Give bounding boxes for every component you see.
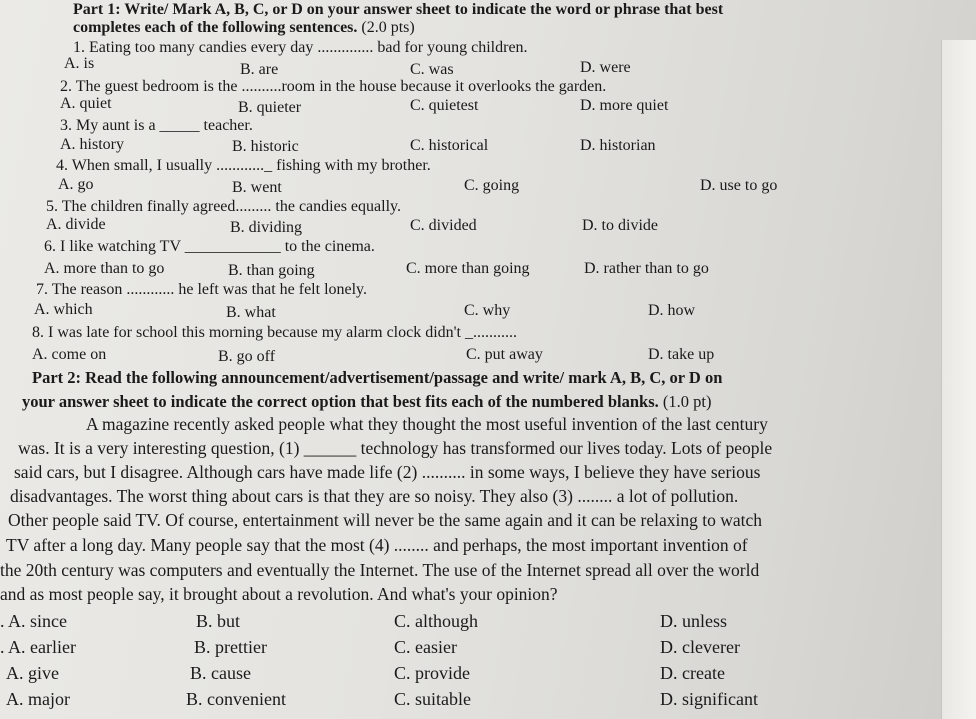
- question-2-option-c: C. quietest: [410, 97, 479, 114]
- blank-1-option-a: . A. since: [0, 611, 67, 631]
- blank-2-option-a: . A. earlier: [0, 637, 76, 657]
- question-7-option-a: A. which: [34, 301, 93, 318]
- question-1-option-d: D. were: [580, 59, 631, 76]
- blank-2-option-d: D. cleverer: [660, 637, 740, 657]
- blank-4-option-c: C. suitable: [394, 689, 471, 709]
- question-4-text: 4. When small, I usually ............_ fishing with my brother.: [56, 157, 431, 174]
- question-5-option-a: A. divide: [46, 216, 106, 233]
- blank-1-option-d: D. unless: [660, 611, 727, 631]
- question-2-text: 2. The guest bedroom is the ..........room in the house because it overlooks the garden.: [60, 78, 607, 95]
- question-8-option-a: A. come on: [32, 346, 107, 363]
- blank-2-option-c: C. easier: [394, 637, 457, 657]
- question-3-option-a: A. history: [60, 136, 124, 153]
- part2-header-text: your answer sheet to indicate the correct option that best fits each of the numbered blanks.: [22, 392, 659, 411]
- question-5-option-c: C. divided: [410, 217, 477, 234]
- passage-line-2: was. It is a very interesting question, (1) ______ technology has transformed our lives today. Lots of people: [18, 438, 773, 458]
- blank-3-option-a: A. give: [6, 663, 59, 683]
- blank-3-option-b: B. cause: [190, 663, 251, 683]
- question-5-option-b: B. dividing: [230, 219, 303, 236]
- passage-line-7: the 20th century was computers and eventually the Internet. The use of the Internet spread all over the world: [0, 560, 760, 580]
- question-2-option-b: B. quieter: [238, 99, 302, 116]
- question-2-option-d: D. more quiet: [580, 97, 669, 114]
- question-4-option-c: C. going: [464, 177, 520, 194]
- question-7-option-c: C. why: [464, 302, 511, 319]
- question-5-text: 5. The children finally agreed......... the candies equally.: [46, 198, 401, 215]
- blank-3-option-c: C. provide: [394, 663, 470, 683]
- part1-points: (2.0 pts): [361, 19, 415, 36]
- question-1-option-a: A. is: [64, 55, 95, 72]
- passage-line-5: Other people said TV. Of course, entertainment will never be the same again and it can be relaxing to watch: [8, 510, 763, 530]
- part1-header-line2: [73, 20, 415, 36]
- question-7-text: 7. The reason ............ he left was that he felt lonely.: [36, 281, 368, 298]
- part1-header-line1: Part 1: Write/ Mark A, B, C, or D on your answer sheet to indicate the word or phrase that best: [73, 1, 724, 18]
- blank-3-option-d: D. create: [660, 663, 725, 683]
- page-edge: [941, 40, 976, 719]
- question-3-text: 3. My aunt is a _____ teacher.: [60, 117, 253, 134]
- passage-line-3: said cars, but I disagree. Although cars have made life (2) .......... in some ways, I believe they have serious: [14, 462, 761, 482]
- question-8-option-b: B. go off: [218, 348, 276, 365]
- blank-4-option-d: D. significant: [660, 689, 758, 709]
- passage-line-6: TV after a long day. Many people say that the most (4) ........ and perhaps, the most important invention of: [6, 535, 748, 555]
- question-1-option-b: B. are: [240, 61, 279, 78]
- question-6-text: 6. I like watching TV ____________ to the cinema.: [44, 238, 375, 255]
- part2-points: (1.0 pt): [662, 392, 712, 411]
- question-7-option-d: D. how: [648, 302, 696, 319]
- question-8-option-c: C. put away: [466, 346, 543, 363]
- part1-header-text: completes each of the following sentences.: [73, 19, 358, 36]
- question-3-option-b: B. historic: [232, 138, 299, 155]
- question-6-option-b: B. than going: [228, 262, 315, 279]
- question-3-option-d: D. historian: [580, 137, 656, 154]
- question-4-option-b: B. went: [232, 179, 282, 196]
- question-7-option-b: B. what: [226, 304, 276, 321]
- blank-1-option-c: C. although: [394, 611, 478, 631]
- part2-header-line2: [22, 394, 711, 411]
- blank-4-option-a: A. major: [6, 689, 70, 709]
- question-3-option-c: C. historical: [410, 137, 489, 154]
- question-8-option-d: D. take up: [648, 346, 715, 363]
- blank-1-option-b: B. but: [196, 611, 241, 631]
- passage-line-1: A magazine recently asked people what they thought the most useful invention of the last century: [86, 414, 768, 434]
- blank-2-option-b: B. prettier: [194, 637, 267, 657]
- question-5-option-d: D. to divide: [582, 217, 658, 234]
- part2-header-line1: Part 2: Read the following announcement/advertisement/passage and write/ mark A, B, C, or D on: [32, 368, 723, 387]
- question-1-option-c: C. was: [410, 61, 454, 78]
- question-6-option-d: D. rather than to go: [584, 260, 709, 277]
- question-1-text: 1. Eating too many candies every day .............. bad for young children.: [73, 39, 528, 56]
- question-2-option-a: A. quiet: [60, 95, 112, 112]
- passage-line-4: disadvantages. The worst thing about cars is that they are so noisy. They also (3) ........ a lot of pollution.: [10, 486, 739, 506]
- passage-line-8: and as most people say, it brought about a revolution. And what's your opinion?: [0, 584, 558, 604]
- question-4-option-a: A. go: [58, 176, 94, 193]
- question-6-option-a: A. more than to go: [44, 260, 165, 277]
- blank-4-option-b: B. convenient: [186, 689, 286, 709]
- question-8-text: 8. I was late for school this morning because my alarm clock didn't _...........: [32, 324, 517, 341]
- question-6-option-c: C. more than going: [406, 260, 530, 277]
- question-4-option-d: D. use to go: [700, 177, 778, 194]
